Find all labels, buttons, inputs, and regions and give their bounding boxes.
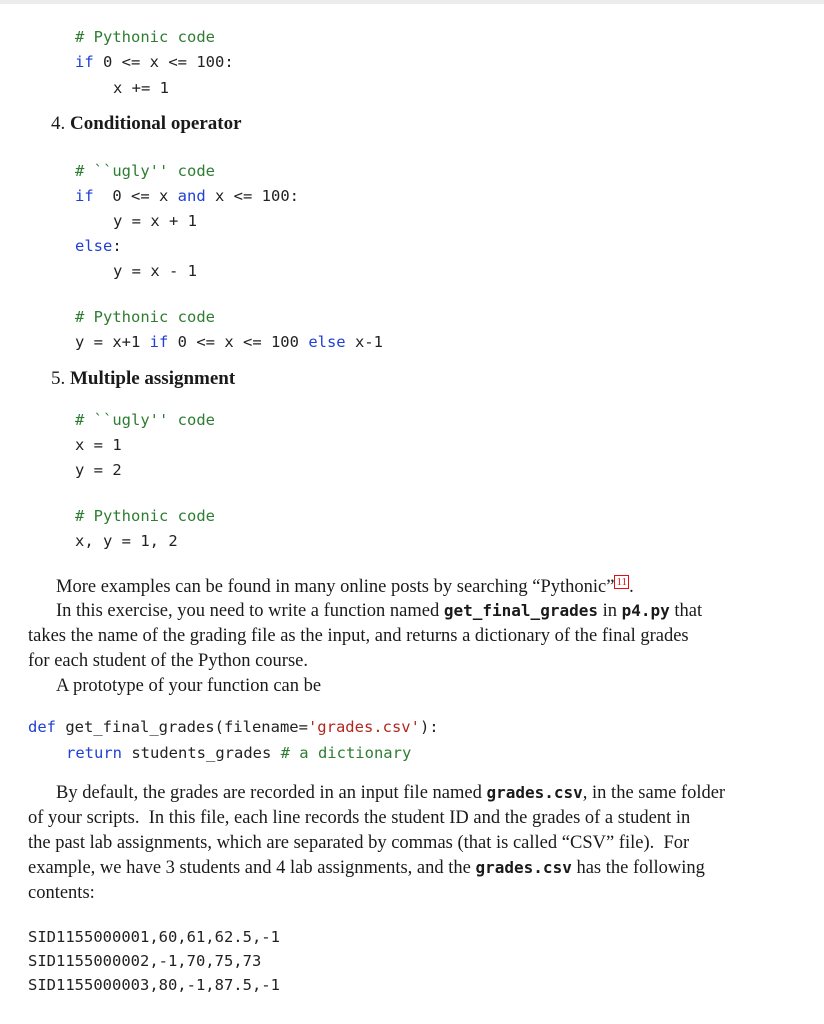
code-comment-ugly — [75, 411, 215, 429]
code-comment: # a dictionary — [280, 744, 412, 762]
code-line-body1: y = x + 1 — [113, 212, 197, 230]
section-5-heading — [51, 368, 235, 390]
keyword-def: def — [28, 718, 56, 736]
section-title: Conditional operator — [70, 113, 242, 134]
code-comment-ugly — [75, 162, 215, 180]
section-number: 5. — [51, 368, 66, 389]
paragraph-text: More examples can be found in many online posts by searching “Pythonic” — [56, 577, 615, 598]
code-line-body: x += 1 — [113, 79, 169, 97]
code-text: y = x+1 — [75, 333, 150, 351]
code-text: x-1 — [345, 333, 383, 351]
paragraph-text: , in the same folder — [582, 783, 726, 803]
csv-line: SID1155000002,-1,70,75,73 — [28, 952, 262, 970]
paragraph-exercise-line1 — [56, 601, 702, 622]
code-text: ): — [419, 718, 439, 736]
csv-line: SID1155000003,80,-1,87.5,-1 — [28, 976, 280, 994]
paragraph-prototype-intro: A prototype of your function can be — [56, 676, 322, 696]
code-line-if-and — [75, 187, 299, 205]
code-text: x <= 100: — [205, 187, 299, 205]
code-text: get_final_grades(filename= — [56, 718, 308, 736]
code-string: 'grades.csv' — [307, 718, 420, 736]
top-divider — [0, 0, 824, 4]
paragraph-text: example, we have 3 students and 4 lab assignments, and the — [28, 858, 476, 878]
paragraph-text: . — [629, 577, 634, 598]
paragraph-text: that — [669, 601, 703, 621]
code-line-return — [66, 744, 411, 762]
paragraph-default-line5: contents: — [28, 883, 95, 903]
paragraph-text: In this exercise, you need to write a function named — [56, 601, 444, 621]
code-line-multi-assign: x, y = 1, 2 — [75, 532, 178, 550]
keyword-if: if — [75, 53, 94, 71]
footnote-link[interactable]: 11 — [616, 576, 628, 588]
inline-code-function: get_final_grades — [443, 601, 598, 620]
keyword-if: if — [75, 187, 94, 205]
section-4-heading — [51, 113, 242, 135]
paragraph-text: in — [597, 601, 622, 621]
paragraph-default-line2: of your scripts. In this file, each line records the student ID and the grades of a student in — [28, 808, 691, 828]
code-line-y: y = 2 — [75, 461, 122, 479]
paragraph-exercise-line3: for each student of the Python course. — [28, 651, 308, 671]
inline-code-file: p4.py — [621, 601, 670, 620]
csv-line: SID1155000001,60,61,62.5,-1 — [28, 928, 280, 946]
code-comment: # Pythonic code — [75, 28, 215, 46]
code-text: 0 <= x <= 100: — [93, 53, 234, 71]
paragraph-exercise-line2: takes the name of the grading file as the input, and returns a dictionary of the final grades — [28, 626, 689, 646]
section-number: 4. — [51, 113, 66, 134]
comment-text: # ``ugly'' code — [75, 411, 215, 429]
paragraph-default-line3: the past lab assignments, which are separated by commas (that is called “CSV” file). For — [28, 833, 690, 853]
comment-text: # Pythonic code — [75, 507, 215, 525]
comment-text: # ``ugly'' code — [75, 162, 215, 180]
inline-code-file: grades.csv — [475, 858, 572, 877]
code-comment-pythonic — [75, 308, 215, 326]
code-line-body2: y = x - 1 — [113, 262, 197, 280]
paragraph-default-line1 — [56, 783, 725, 804]
paragraph-text: has the following — [571, 858, 705, 878]
keyword-else: else — [308, 333, 346, 351]
code-line-x: x = 1 — [75, 436, 122, 454]
keyword-else: else — [75, 237, 113, 255]
code-text: 0 <= x <= 100 — [168, 333, 309, 351]
code-line-ternary — [75, 333, 383, 351]
code-text: 0 <= x — [93, 187, 178, 205]
comment-text: # Pythonic code — [75, 308, 215, 326]
code-line-def — [28, 718, 439, 736]
code-comment-pythonic — [75, 507, 215, 525]
paragraph-more-examples — [56, 576, 634, 598]
section-title: Multiple assignment — [70, 368, 236, 389]
code-text: : — [112, 237, 122, 255]
code-text: students_grades — [122, 744, 281, 762]
code-block-s3-pythonic — [75, 28, 215, 46]
keyword-if: if — [149, 333, 169, 351]
keyword-and: and — [177, 187, 206, 205]
paragraph-text: By default, the grades are recorded in an input file named — [56, 783, 487, 803]
keyword-return: return — [66, 744, 122, 762]
paragraph-default-line4 — [28, 858, 705, 879]
inline-code-file: grades.csv — [486, 783, 583, 802]
code-line-else — [75, 237, 122, 255]
code-line-if — [75, 53, 234, 71]
